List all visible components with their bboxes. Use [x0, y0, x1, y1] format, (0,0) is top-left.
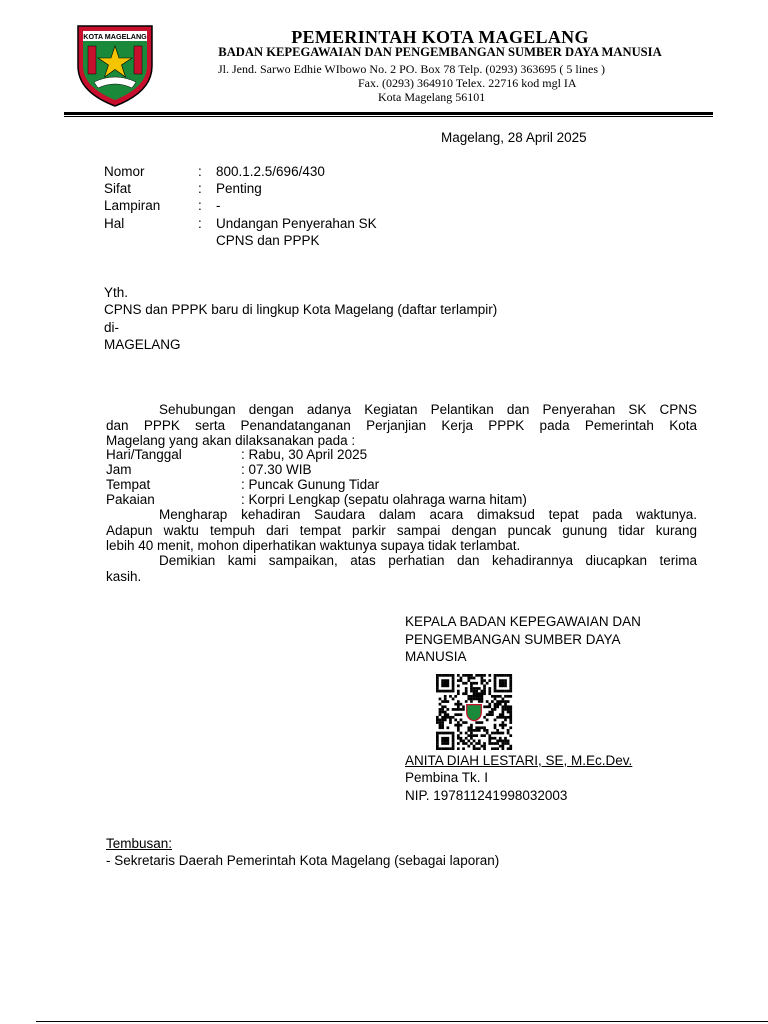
meta-label-nomor: Nomor	[104, 164, 145, 179]
letter-date: Magelang, 28 April 2025	[441, 130, 587, 145]
qr-code-signature	[430, 674, 518, 750]
detail-value-attire: : Korpri Lengkap (sepatu olahraga warna hitam)	[241, 492, 527, 507]
signer-nip: NIP. 197811241998032003	[405, 788, 568, 803]
letterhead-rule-thin	[64, 116, 713, 117]
body-para1-line2: dan PPPK serta Penandatanganan Perjanjian Kerja PPPK pada Pemerintah Kota	[106, 418, 697, 433]
body-para1-line3: Magelang yang akan dilaksanakan pada :	[106, 433, 356, 448]
address-line-1: Jl. Jend. Sarwo Edhie WIbowo No. 2 PO. Box 78 Telp. (0293) 363695 ( 5 lines )	[218, 62, 606, 76]
recipient-di: di-	[104, 320, 120, 335]
signer-rank: Pembina Tk. I	[405, 770, 489, 785]
detail-label-date: Hari/Tanggal	[106, 447, 182, 462]
signer-title-line3: MANUSIA	[405, 649, 467, 664]
body-para2-line3: lebih 40 menit, mohon diperhatikan waktunya supaya tidak terlambat.	[106, 538, 521, 553]
signer-title-line2: PENGEMBANGAN SUMBER DAYA	[405, 632, 621, 647]
detail-label-place: Tempat	[106, 477, 151, 492]
org-subtitle: BADAN KEPEGAWAIAN DAN PENGEMBANGAN SUMBER DAYA MANUSIA	[218, 45, 662, 59]
body-para3-line2: kasih.	[106, 569, 142, 584]
body-para3-line1: Demikian kami sampaikan, atas perhatian dan kehadirannya diucapkan terima	[159, 553, 697, 568]
meta-value-nomor: 800.1.2.5/696/430	[216, 164, 325, 179]
meta-colon: :	[198, 198, 202, 213]
cc-item: - Sekretaris Daerah Pemerintah Kota Magelang (sebagai laporan)	[106, 853, 500, 868]
meta-colon: :	[198, 164, 202, 179]
letterhead-rule	[64, 112, 713, 115]
org-title: PEMERINTAH KOTA MAGELANG	[291, 27, 589, 47]
detail-value-time: : 07.30 WIB	[241, 462, 312, 477]
meta-label-hal: Hal	[104, 216, 125, 231]
meta-value-hal-line2: CPNS dan PPPK	[216, 233, 320, 248]
address-line-3: Kota Magelang 56101	[378, 90, 486, 104]
meta-colon: :	[198, 216, 202, 231]
address-line-2: Fax. (0293) 364910 Telex. 22716 kod mgl IA	[358, 76, 577, 90]
body-para1-line1: Sehubungan dengan adanya Kegiatan Pelantikan dan Penyerahan SK CPNS	[159, 402, 697, 417]
meta-value-sifat: Penting	[216, 181, 262, 196]
logo-text: KOTA MAGELANG	[83, 32, 147, 41]
kota-magelang-emblem	[74, 22, 156, 108]
signer-name: ANITA DIAH LESTARI, SE, M.Ec.Dev.	[405, 753, 633, 768]
detail-value-place: : Puncak Gunung Tidar	[241, 477, 380, 492]
meta-value-hal: Undangan Penyerahan SK	[216, 216, 377, 231]
footer-rule	[36, 1021, 768, 1022]
meta-label-sifat: Sifat	[104, 181, 132, 196]
detail-label-attire: Pakaian	[106, 492, 155, 507]
body-para2-line1: Mengharap kehadiran Saudara dalam acara dimaksud tepat pada waktunya.	[159, 507, 697, 522]
recipient-name: CPNS dan PPPK baru di lingkup Kota Magelang (daftar terlampir)	[104, 302, 498, 317]
meta-value-lampiran: -	[216, 198, 221, 213]
cc-title: Tembusan:	[106, 836, 173, 851]
meta-colon: :	[198, 181, 202, 196]
recipient-salutation: Yth.	[104, 285, 129, 300]
detail-label-time: Jam	[106, 462, 132, 477]
meta-label-lampiran: Lampiran	[104, 198, 161, 213]
detail-value-date: : Rabu, 30 April 2025	[241, 447, 368, 462]
signer-title-line1: KEPALA BADAN KEPEGAWAIAN DAN	[405, 614, 641, 629]
recipient-place: MAGELANG	[104, 337, 181, 352]
body-para2-line2: Adapun waktu tempuh dari tempat parkir sampai dengan puncak gunung tidar kurang	[106, 523, 697, 538]
